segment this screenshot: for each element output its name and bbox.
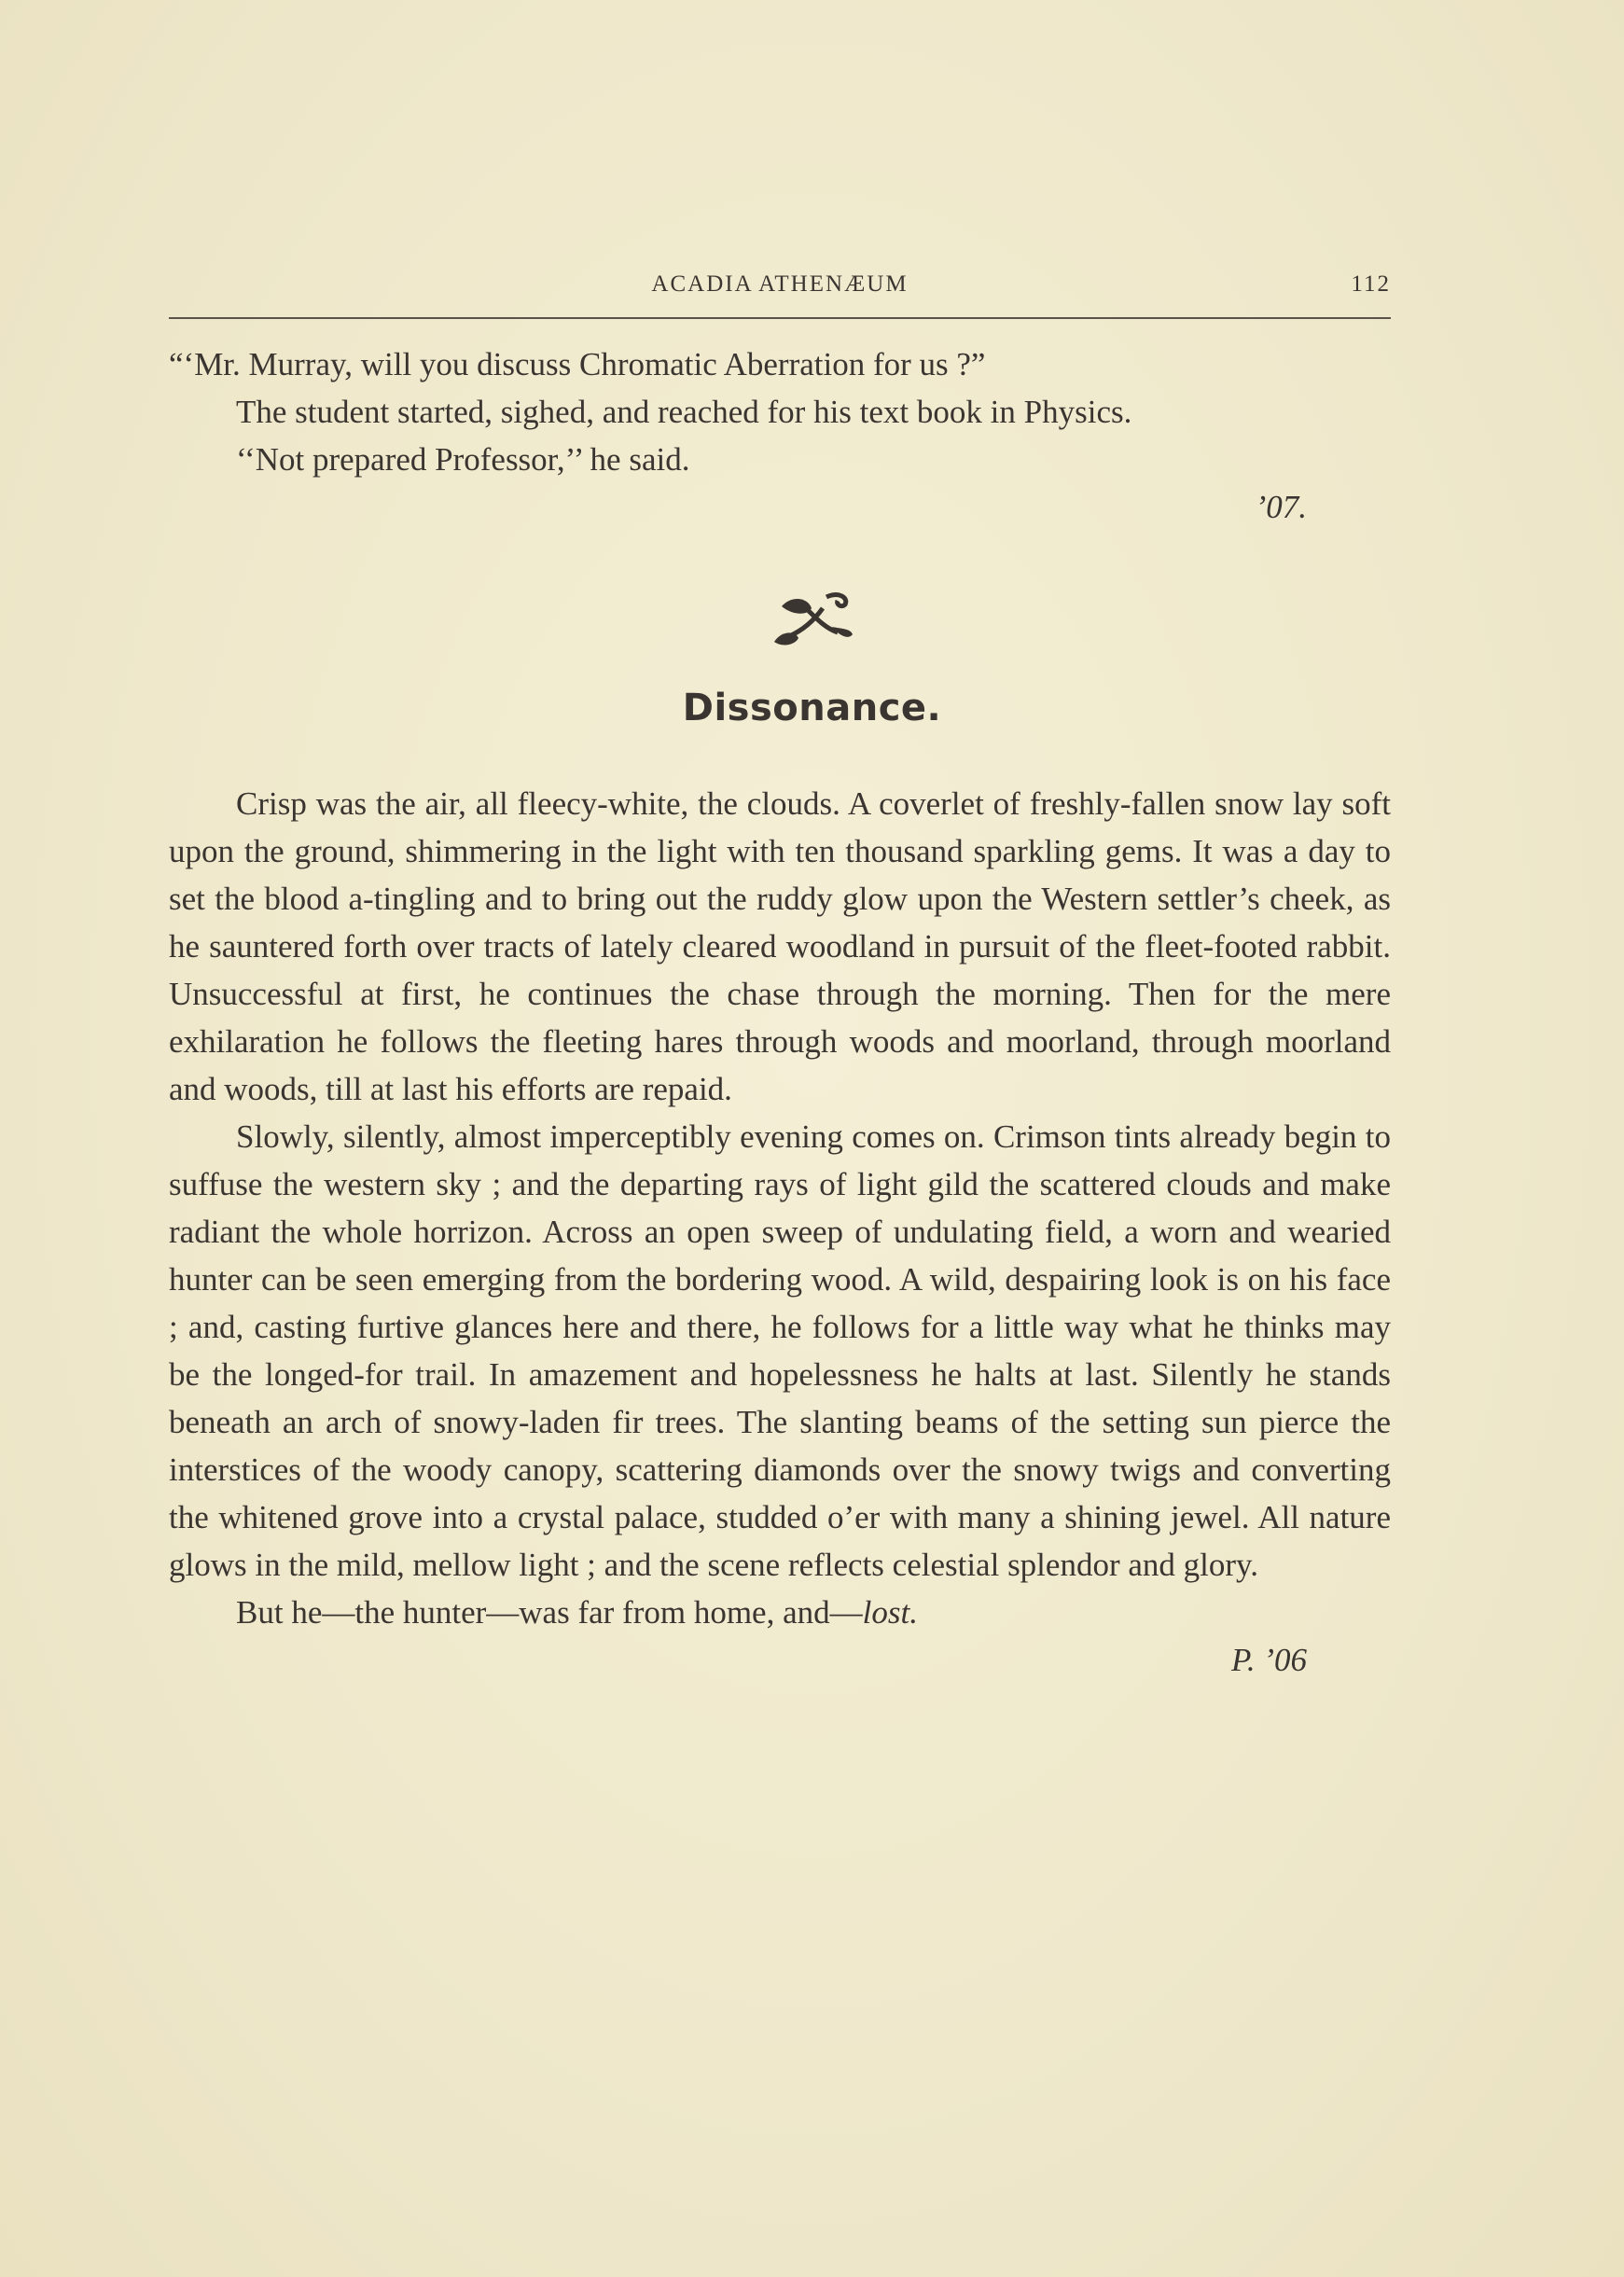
article-title: Dissonance. xyxy=(682,687,942,729)
dialogue-line-1: “‘Mr. Murray, will you discuss Chromatic Aberration for us ?” xyxy=(169,346,986,382)
article-paragraph-3 xyxy=(169,1589,1391,1636)
dialogue-line-3: ‘‘Not prepared Professor,’’ he said. xyxy=(236,441,690,478)
article-body xyxy=(169,780,1391,1684)
page-number: 112 xyxy=(1351,271,1391,297)
paragraph-3-text: But he—the hunter—was far from home, and— xyxy=(236,1594,863,1631)
dialogue-section xyxy=(169,340,1391,531)
dialogue-signature: ’07. xyxy=(1255,489,1307,525)
dialogue-line-2: The student started, sighed, and reached for his text book in Physics. xyxy=(236,394,1132,430)
article-paragraph-2: Slowly, silently, almost imperceptibly evening comes on. Crimson tints already begin to suffuse the western sky ; and the departing rays of light gild the scattered clouds and make radiant the whole horrizon. Across an open sweep of undulating field, a worn and wearied hunter can be seen emerging from the bordering wood. A wild, despairing look is on his face ; and, casting furtive glances here and there, he follows for a little way what he thinks may be the longed-for trail. In amazement and hopelessness he halts at last. Silently he stands beneath an arch of snowy-laden fir trees. The slanting beams of the setting sun pierce the interstices of the woody canopy, scattering diamonds over the snowy twigs and converting the whitened grove into a crystal palace, studded o’er with many a shining jewel. All nature glows in the mild, mellow light ; and the scene reflects celestial splendor and glory. xyxy=(169,1118,1391,1583)
paragraph-3-italic: lost. xyxy=(862,1594,918,1631)
running-header xyxy=(169,271,1391,305)
article-paragraph-1: Crisp was the air, all fleecy-white, the clouds. A coverlet of freshly-fallen snow lay soft upon the ground, shimmering in the light with ten thousand sparkling gems. It was a day to set the blood a-tingling and to bring out the ruddy glow upon the Western settler’s cheek, as he sauntered forth over tracts of lately cleared woodland in pursuit of the fleet-footed rabbit. Unsuccessful at first, he continues the chase through the morning. Then for the mere exhilaration he follows the fleeting hares through woods and moorland, through moorland and woods, till at last his efforts are repaid. xyxy=(169,785,1391,1107)
fleuron-ornament-icon xyxy=(0,588,1624,658)
running-title: ACADIA ATHENÆUM xyxy=(651,271,909,297)
article-signature: P. ’06 xyxy=(1230,1642,1307,1678)
header-rule xyxy=(169,317,1391,319)
